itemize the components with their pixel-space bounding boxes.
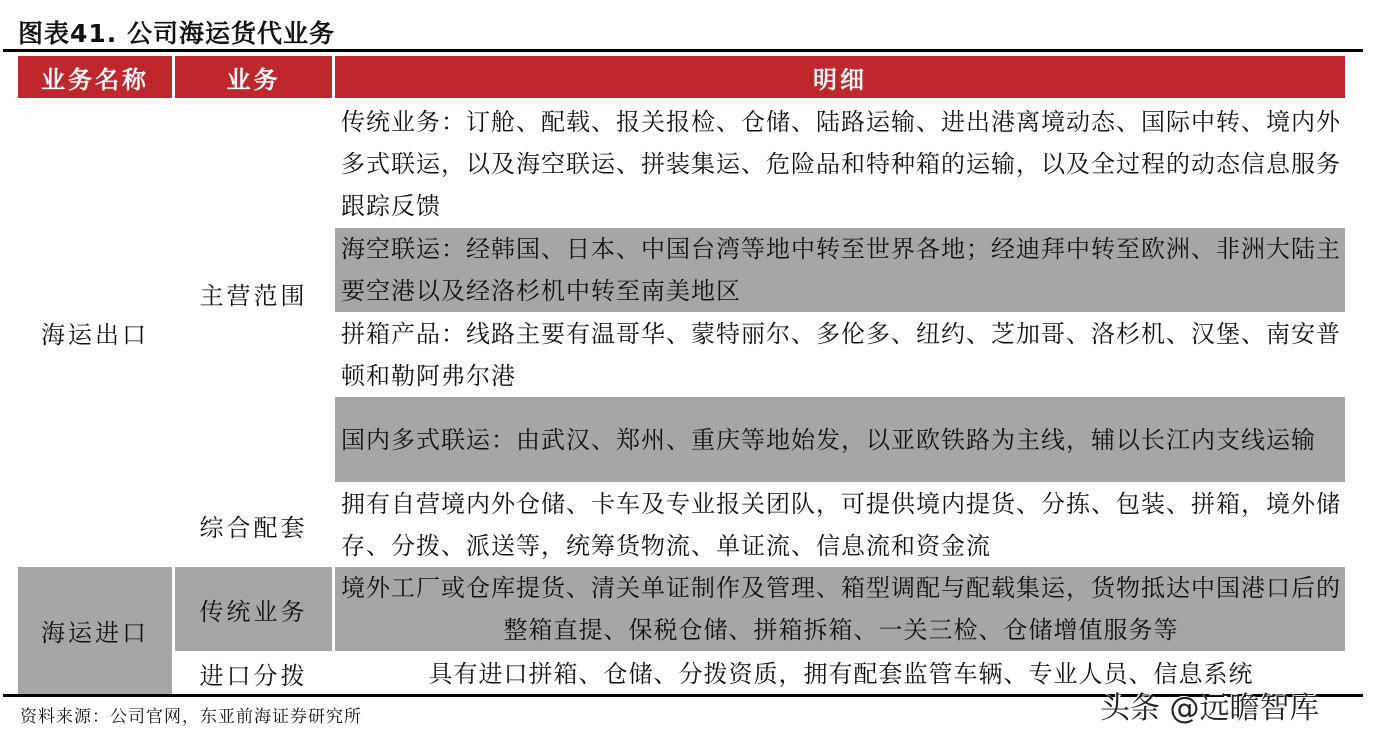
detail-import-traditional: 境外工厂或仓库提货、清关单证制作及管理、箱型调配与配载集运，货物抵达中国港口后的整箱直提、保税仓储、拼箱拆箱、一关三检、仓储增值服务等 (335, 567, 1345, 651)
detail-domestic-multimodal: 国内多式联运：由武汉、郑州、重庆等地始发，以亚欧铁路为主线，辅以长江内支线运输 (335, 397, 1345, 482)
business-import-traditional: 传统业务 (175, 567, 332, 651)
detail-sea-air: 海空联运：经韩国、日本、中国台湾等地中转至世界各地；经迪拜中转至欧洲、非洲大陆主要空港以及经洛杉机中转至南美地区 (335, 228, 1345, 312)
header-business: 业务 (175, 56, 332, 98)
row-name-sea-export: 海运出口 (41, 321, 149, 349)
business-import-distribution: 进口分拨 (199, 662, 308, 690)
detail-supporting: 拥有自营境内外仓储、卡车及专业报关团队，可提供境内提货、分拣、包装、拼箱，境外储存、分拨、派送等，统筹货物流、单证流、信息流和资金流 (341, 490, 1341, 560)
detail-traditional-business: 传统业务：订舱、配载、报关报检、仓储、陆路运输、进出港离境动态、国际中转、境内外多式联运，以及海空联运、拼装集运、危险品和特种箱的运输，以及全过程的动态信息服务跟踪反馈 (341, 108, 1341, 220)
header-business-name: 业务名称 (18, 56, 172, 98)
detail-lcl-products: 拼箱产品：线路主要有温哥华、蒙特丽尔、多伦多、纽约、芝加哥、洛杉机、汉堡、南安普顿和勒阿弗尔港 (341, 320, 1341, 390)
top-rule (3, 49, 1363, 52)
detail-import-distribution: 具有进口拼箱、仓储、分拨资质，拥有配套监管车辆、专业人员、信息系统 (428, 659, 1254, 688)
row-name-sea-import: 海运进口 (18, 567, 172, 694)
source-note: 资料来源：公司官网，东亚前海证券研究所 (20, 707, 362, 727)
figure-title: 图表41. 公司海运货代业务 (18, 19, 335, 48)
business-supporting: 综合配套 (199, 513, 308, 542)
business-main-scope: 主营范围 (199, 282, 308, 310)
watermark: 头条 @远瞻智库 (1100, 691, 1320, 726)
header-detail: 明细 (335, 56, 1345, 98)
